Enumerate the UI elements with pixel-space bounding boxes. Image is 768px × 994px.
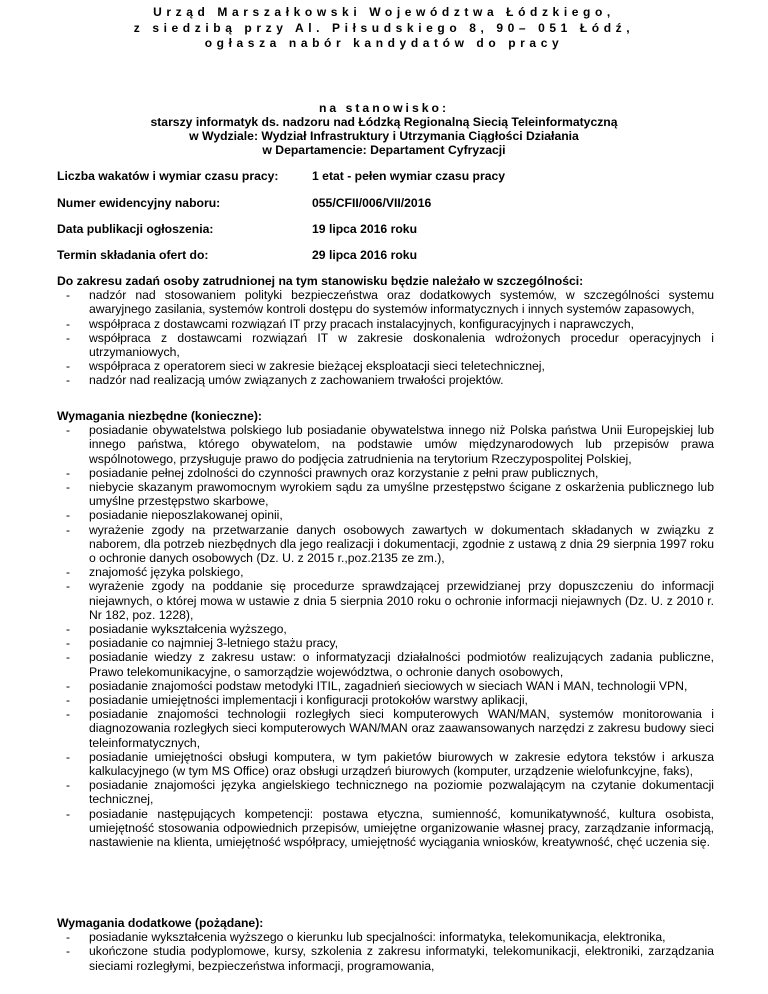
required-section xyxy=(57,409,714,849)
list-item: - posiadanie pełnej zdolności do czynności prawnych oraz korzystanie z pełni praw publicznych, xyxy=(57,466,714,480)
duties-list xyxy=(57,288,714,387)
detail-label: Termin składania ofert do: xyxy=(57,248,209,262)
list-item: - znajomość języka polskiego, xyxy=(57,565,714,579)
list-item: - posiadanie wykształcenia wyższego, xyxy=(57,622,714,636)
list-item: - współpraca z dostawcami rozwiązań IT w zakresie doskonalenia wdrożonych procedur operacyjnych i utrzymaniowych, xyxy=(57,331,714,359)
header-line-1: Urząd Marszałkowski Województwa Łódzkiego, xyxy=(153,5,615,19)
detail-value: 29 lipca 2016 roku xyxy=(312,248,418,262)
position-label: na stanowisko: xyxy=(318,100,450,115)
position-department: w Departamencie: Departament Cyfryzacji xyxy=(262,143,506,158)
header-line-2: z siedzibą przy Al. Piłsudskiego 8, 90– 051 Łódź, xyxy=(133,20,635,35)
additional-list xyxy=(57,930,714,973)
list-item: - nadzór nad stosowaniem polityki bezpieczeństwa oraz dodatkowych systemów, w szczególności systemu awaryjnego zasilania, systemów kontroli dostępu do systemów informatycznych i innych systemów zapasowych, xyxy=(57,288,714,316)
detail-value: 1 etat - pełen wymiar czasu pracy xyxy=(312,169,506,183)
detail-label: Data publikacji ogłoszenia: xyxy=(57,222,214,236)
duties-section xyxy=(57,274,714,388)
detail-label: Numer ewidencyjny naboru: xyxy=(57,196,221,210)
position-division: w Wydziale: Wydział Infrastruktury i Utrzymania Ciągłości Działania xyxy=(189,128,579,143)
header-line-3: ogłasza nabór kandydatów do pracy xyxy=(204,36,564,50)
position-title: starszy informatyk ds. nadzoru nad Łódzką Regionalną Siecią Teleinformatyczną xyxy=(150,114,618,129)
required-heading: Wymagania niezbędne (konieczne): xyxy=(57,409,262,423)
additional-heading: Wymagania dodatkowe (pożądane): xyxy=(57,916,264,930)
list-item: - posiadanie wiedzy z zakresu ustaw: o informatyzacji działalności podmiotów realizujących zadania publiczne, Prawo telekomunikacyjne, o samorządzie województwa, o ochronie danych osobowych, xyxy=(57,650,714,678)
announcement-header xyxy=(0,0,768,52)
list-item: - współpraca z dostawcami rozwiązań IT przy pracach instalacyjnych, konfiguracyjnych i naprawczych, xyxy=(57,317,714,331)
list-item: - posiadanie znajomości podstaw metodyki ITIL, zagadnień sieciowych w sieciach WAN i MAN, technologii VPN, xyxy=(57,679,714,693)
list-item: - ukończone studia podyplomowe, kursy, szkolenia z zakresu informatyki, telekomunikacji, elektroniki, zarządzania sieciami rozległymi, bezpieczeństwa informacji, programowania, xyxy=(57,944,714,972)
list-item: - posiadanie co najmniej 3-letniego stażu pracy, xyxy=(57,636,714,650)
list-item: - niebycie skazanym prawomocnym wyrokiem sądu za umyślne przestępstwo ścigane z oskarżenia publicznego lub umyślne przestępstwo skarbowe, xyxy=(57,480,714,508)
list-item: - posiadanie znajomości języka angielskiego technicznego na poziomie pozwalającym na czytanie dokumentacji technicznej, xyxy=(57,778,714,806)
additional-section xyxy=(57,916,714,973)
list-item: - posiadanie obywatelstwa polskiego lub posiadanie obywatelstwa innego niż Polska państwa Unii Europejskiej lub innego państwa, którego obywatelom, na podstawie umów międzynarodowych lub przepisów prawa wspólnotowego, przysługuje prawo do podjęcia zatrudnienia na terytorium Rzeczypospolitej Polskiej, xyxy=(57,423,714,466)
duties-heading: Do zakresu zadań osoby zatrudnionej na tym stanowisku będzie należało w szczególności: xyxy=(57,274,584,288)
detail-value: 055/CFII/006/VII/2016 xyxy=(312,196,432,210)
list-item: - posiadanie następujących kompetencji: postawa etyczna, sumienność, komunikatywność, kultura osobista, umiejętność stosowania odpowiednich przepisów, umiejętne organizowanie własnej pracy, zarządzanie informacją, nastawienie na klienta, umiejętność współpracy, umiejętność wyciągania wniosków, kreatywność, chęć uczenia się. xyxy=(57,807,714,850)
list-item: - posiadanie umiejętności obsługi komputera, w tym pakietów biurowych w zakresie edytora tekstów i arkusza kalkulacyjnego (w tym MS Office) oraz obsługi urządzeń biurowych (komputer, urządzenie wielofunkcyjne, faks), xyxy=(57,750,714,778)
position-block xyxy=(0,101,768,158)
list-item: - wyrażenie zgody na przetwarzanie danych osobowych zawartych w dokumentach składanych w związku z naborem, dla potrzeb niezbędnych dla jego realizacji i dokumentacji, zgodnie z ustawą z dnia 29 sierpnia 1997 roku o ochronie danych osobowych (Dz. U. z 2015 r.,poz.2135 ze zm.), xyxy=(57,523,714,566)
list-item: - wyrażenie zgody na poddanie się procedurze sprawdzającej przewidzianej przy dopuszczeniu do informacji niejawnych, o której mowa w ustawie z dnia 5 sierpnia 2010 roku o ochronie informacji niejawnych (Dz. U. z 2010 r. Nr 182, poz. 1228), xyxy=(57,579,714,622)
detail-value: 19 lipca 2016 roku xyxy=(312,222,418,236)
list-item: - posiadanie znajomości technologii rozległych sieci komputerowych WAN/MAN, systemów monitorowania i diagnozowania rozległych sieci komputerowych WAN/MAN oraz zaawansowanych narzędzi z zakresu budowy sieci teleinformatycznych, xyxy=(57,707,714,750)
list-item: - nadzór nad realizacją umów związanych z zachowaniem trwałości projektów. xyxy=(57,373,714,387)
list-item: - posiadanie nieposzlakowanej opinii, xyxy=(57,508,714,522)
required-list xyxy=(57,423,714,849)
list-item: - posiadanie wykształcenia wyższego o kierunku lub specjalności: informatyka, telekomunikacja, elektronika, xyxy=(57,930,714,944)
list-item: - współpraca z operatorem sieci w zakresie bieżącej eksploatacji sieci teletechnicznej, xyxy=(57,359,714,373)
detail-label: Liczba wakatów i wymiar czasu pracy: xyxy=(57,169,279,183)
list-item: - posiadanie umiejętności implementacji i konfiguracji protokołów warstwy aplikacji, xyxy=(57,693,714,707)
